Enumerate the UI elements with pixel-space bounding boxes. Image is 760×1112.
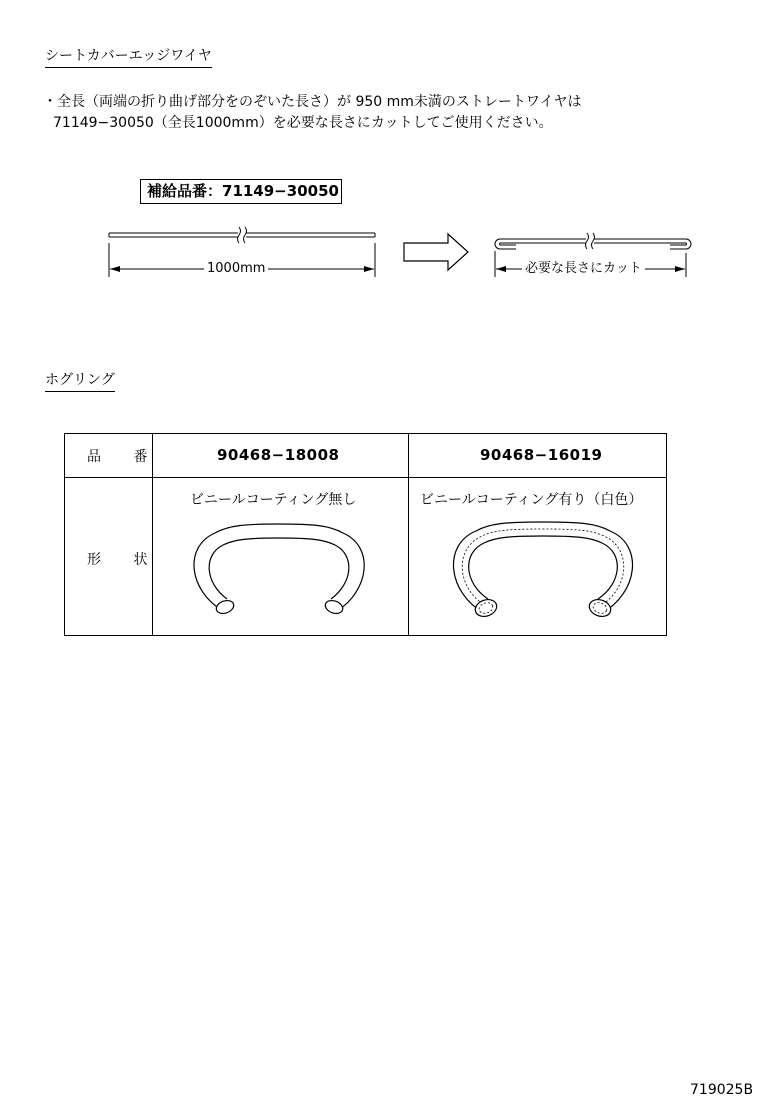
description-coated: ビニールコーティング有り（白色） — [420, 492, 643, 508]
dimension-label-full: 1000mm — [204, 261, 268, 277]
description-uncoated: ビニールコーティング無し — [190, 492, 357, 508]
note-line-1: ・全長（両端の折り曲げ部分をのぞいた長さ）が 950 mm未満のストレートワイヤは — [43, 94, 582, 110]
hog-ring-table — [64, 433, 667, 636]
note-line-2: 71149−30050（全長1000mm）を必要な長さにカットしてご使用ください。 — [53, 115, 553, 131]
header-part-number: 品 番 — [87, 449, 162, 465]
bent-wire-drawing — [495, 233, 691, 249]
part-number-coated: 90468−16019 — [480, 446, 603, 464]
section-title-edge-wire: シートカバーエッジワイヤ — [45, 47, 212, 68]
section-title-hog-ring: ホグリング — [45, 371, 115, 392]
header-shape: 形 状 — [87, 552, 162, 568]
table-divider — [408, 434, 409, 635]
supply-part-number-box — [140, 179, 342, 204]
right-arrow-icon — [404, 234, 468, 270]
straight-wire-drawing — [109, 227, 375, 243]
supply-part-number: 補給品番：71149−30050 — [147, 182, 339, 200]
table-divider — [65, 477, 666, 478]
document-code: 719025B — [690, 1082, 754, 1098]
hog-ring-coated-drawing — [448, 519, 638, 619]
hog-ring-uncoated-drawing — [187, 519, 371, 619]
part-number-uncoated: 90468−18008 — [217, 446, 340, 464]
dimension-label-cut: 必要な長さにカット — [522, 261, 645, 277]
wire-diagram — [0, 215, 760, 285]
